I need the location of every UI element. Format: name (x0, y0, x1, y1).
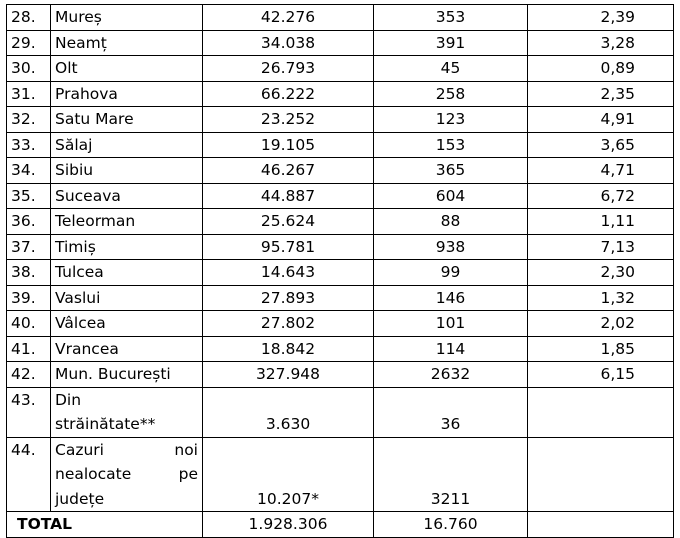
cases-cell: 10.207* (203, 437, 374, 512)
cases-cell: 25.624 (203, 209, 374, 235)
county-name: Prahova (51, 81, 203, 107)
row-index: 31. (7, 81, 51, 107)
table-row (7, 158, 674, 184)
cases-cell: 95.781 (203, 234, 374, 260)
total-cases-cell: 1.928.306 (203, 512, 374, 538)
county-name (51, 437, 203, 512)
deaths-cell: 153 (374, 132, 528, 158)
name-line (55, 462, 198, 487)
county-name: Vâlcea (51, 311, 203, 337)
name-line (55, 438, 198, 463)
table-row (7, 285, 674, 311)
name-word: nealocate (55, 465, 132, 483)
deaths-cell: 938 (374, 234, 528, 260)
table-row (7, 260, 674, 286)
county-name: Mureș (51, 5, 203, 31)
row-index: 39. (7, 285, 51, 311)
deaths-cell: 88 (374, 209, 528, 235)
total-label: TOTAL (7, 512, 203, 538)
row-index: 38. (7, 260, 51, 286)
county-name: Teleorman (51, 209, 203, 235)
cases-cell: 46.267 (203, 158, 374, 184)
rate-cell: 6,15 (528, 362, 674, 388)
table-row (7, 5, 674, 31)
county-name: Suceava (51, 183, 203, 209)
county-name: Satu Mare (51, 107, 203, 133)
cases-cell: 18.842 (203, 336, 374, 362)
total-deaths-cell: 16.760 (374, 512, 528, 538)
deaths-cell: 604 (374, 183, 528, 209)
rate-cell: 0,89 (528, 56, 674, 82)
row-index: 37. (7, 234, 51, 260)
cases-cell: 3.630 (203, 387, 374, 437)
rate-cell: 1,32 (528, 285, 674, 311)
cases-cell: 42.276 (203, 5, 374, 31)
county-name: Olt (51, 56, 203, 82)
name-word: Cazuri (55, 440, 104, 459)
deaths-cell: 258 (374, 81, 528, 107)
table-row (7, 132, 674, 158)
rate-cell: 2,35 (528, 81, 674, 107)
table-row-abroad (7, 387, 674, 437)
row-index: 36. (7, 209, 51, 235)
row-index: 32. (7, 107, 51, 133)
table-row-total (7, 512, 674, 538)
name-line: județe (55, 489, 105, 508)
table-row (7, 30, 674, 56)
deaths-cell: 146 (374, 285, 528, 311)
rate-cell: 7,13 (528, 234, 674, 260)
deaths-cell: 353 (374, 5, 528, 31)
county-name: Vrancea (51, 336, 203, 362)
deaths-cell: 2632 (374, 362, 528, 388)
row-index: 42. (7, 362, 51, 388)
cases-cell: 14.643 (203, 260, 374, 286)
county-statistics-table (6, 4, 674, 538)
deaths-cell: 45 (374, 56, 528, 82)
deaths-cell: 114 (374, 336, 528, 362)
rate-cell: 1,11 (528, 209, 674, 235)
county-name: Sibiu (51, 158, 203, 184)
deaths-cell: 101 (374, 311, 528, 337)
cases-cell: 327.948 (203, 362, 374, 388)
cases-cell: 27.802 (203, 311, 374, 337)
table-row-unallocated (7, 437, 674, 512)
deaths-cell: 3211 (374, 437, 528, 512)
rate-cell: 3,28 (528, 30, 674, 56)
rate-cell: 2,02 (528, 311, 674, 337)
county-name: Neamț (51, 30, 203, 56)
rate-cell: 1,85 (528, 336, 674, 362)
row-index: 43. (7, 387, 51, 437)
cases-cell: 23.252 (203, 107, 374, 133)
county-name: Tulcea (51, 260, 203, 286)
table-row (7, 234, 674, 260)
table-row (7, 336, 674, 362)
table-row (7, 362, 674, 388)
deaths-cell: 391 (374, 30, 528, 56)
rate-cell: 2,39 (528, 5, 674, 31)
county-name: Mun. București (51, 362, 203, 388)
name-word: noi (174, 440, 198, 459)
row-index: 41. (7, 336, 51, 362)
rate-cell: 4,71 (528, 158, 674, 184)
rate-cell: 3,65 (528, 132, 674, 158)
deaths-cell: 365 (374, 158, 528, 184)
deaths-cell: 36 (374, 387, 528, 437)
rate-cell (528, 437, 674, 512)
row-index: 29. (7, 30, 51, 56)
deaths-cell: 123 (374, 107, 528, 133)
cases-cell: 34.038 (203, 30, 374, 56)
row-index: 34. (7, 158, 51, 184)
cases-cell: 66.222 (203, 81, 374, 107)
county-name: Sălaj (51, 132, 203, 158)
row-index: 30. (7, 56, 51, 82)
table-row (7, 107, 674, 133)
rate-cell: 6,72 (528, 183, 674, 209)
cases-cell: 26.793 (203, 56, 374, 82)
table-row (7, 209, 674, 235)
cases-cell: 44.887 (203, 183, 374, 209)
county-name (51, 387, 203, 437)
cases-cell: 27.893 (203, 285, 374, 311)
row-index: 35. (7, 183, 51, 209)
table-row (7, 311, 674, 337)
row-index: 40. (7, 311, 51, 337)
county-name: Timiș (51, 234, 203, 260)
name-word: pe (178, 465, 198, 483)
name-line: străinătate** (55, 415, 156, 433)
row-index: 33. (7, 132, 51, 158)
total-rate-cell (528, 512, 674, 538)
name-line: Din (55, 390, 82, 409)
county-name: Vaslui (51, 285, 203, 311)
table-body (7, 5, 674, 538)
table-row (7, 81, 674, 107)
cases-cell: 19.105 (203, 132, 374, 158)
row-index: 44. (7, 437, 51, 512)
rate-cell: 4,91 (528, 107, 674, 133)
row-index: 28. (7, 5, 51, 31)
rate-cell (528, 387, 674, 437)
deaths-cell: 99 (374, 260, 528, 286)
table-row (7, 56, 674, 82)
table-row (7, 183, 674, 209)
rate-cell: 2,30 (528, 260, 674, 286)
